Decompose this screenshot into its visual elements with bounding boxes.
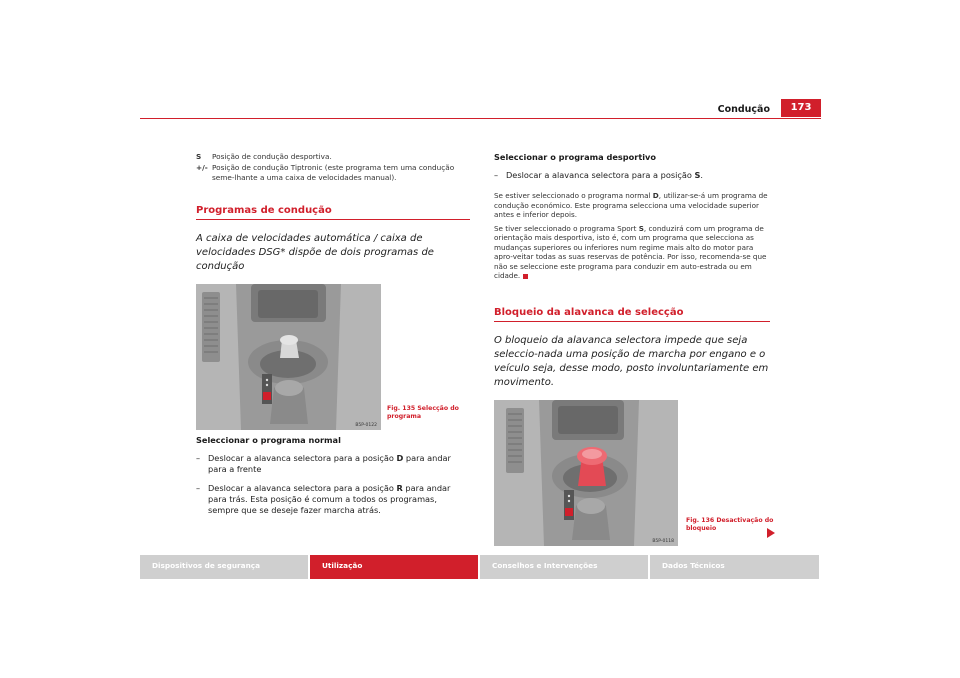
definition-key: +/- bbox=[196, 163, 208, 172]
footer-tab-safety[interactable]: Dispositivos de segurança bbox=[140, 555, 308, 579]
subheading-normal-program: Seleccionar o programa normal bbox=[196, 435, 341, 445]
paragraph-sport-program: Se tiver seleccionado o programa Sport S, conduzirá com um programa de orientação mais desportiva, isto é, com um programa que selecciona as mudanças superiores ou inferiores num regime mais alto do motor para apro-veitar todas as suas reservas de potência. Por isso, recomenda-se que não se seleccione este programa para conduzir em auto-estrada ou em cidade. bbox=[494, 223, 767, 280]
definition-key: S bbox=[196, 152, 202, 161]
section-heading-selector-lock: Bloqueio da alavanca de selecção bbox=[494, 307, 770, 322]
header-rule bbox=[140, 118, 821, 119]
figure-135-gear-selector bbox=[196, 284, 381, 430]
footer-tab-advice[interactable]: Conselhos e Intervenções bbox=[480, 555, 648, 579]
list-dash: – bbox=[494, 170, 499, 180]
section-lead-selector-lock: O bloqueio da alavanca selectora impede que seja seleccio-nada uma posição de marcha por engano e o veículo seja, desse modo, posto involuntariamente em movimento. bbox=[494, 334, 769, 388]
list-item bbox=[494, 170, 770, 181]
list-dash: – bbox=[196, 453, 201, 463]
page-number: 173 bbox=[781, 99, 821, 117]
figure-136-lock-release bbox=[494, 400, 678, 546]
footer-tab-technical-data[interactable]: Dados Técnicos bbox=[650, 555, 819, 579]
page-header-title: Condução bbox=[717, 104, 770, 115]
definition-text: Posição de condução Tiptronic (este programa tem uma condução seme-lhante a uma caixa de velocidades manual). bbox=[212, 163, 455, 182]
figure-135-caption: Fig. 135 Selecção do programa bbox=[387, 405, 459, 420]
step-text: Deslocar a alavanca selectora para a posição R para andar para trás. Esta posição é comum a todos os programas, sempre que se deseje fazer marcha atrás. bbox=[208, 483, 451, 515]
step-text: Deslocar a alavanca selectora para a posição D para andar para a frente bbox=[208, 453, 451, 474]
lock-release-illustration bbox=[494, 400, 678, 546]
subheading-sport-program: Seleccionar o programa desportivo bbox=[494, 152, 657, 162]
definition-row bbox=[196, 163, 470, 183]
list-item bbox=[196, 483, 470, 516]
section-end-marker bbox=[523, 274, 528, 279]
definition-text: Posição de condução desportiva. bbox=[212, 152, 332, 161]
left-column bbox=[196, 152, 470, 516]
figure-code: B5P-0122 bbox=[355, 423, 377, 428]
list-dash: – bbox=[196, 483, 201, 493]
figure-code: B5P-0118 bbox=[652, 538, 674, 544]
footer-navigation bbox=[140, 555, 821, 579]
section-lead-driving-programs: A caixa de velocidades automática / caixa de velocidades DSG* dispõe de dois programas de condução bbox=[196, 233, 434, 272]
next-page-arrow-icon[interactable] bbox=[767, 528, 775, 538]
figure-136-caption: Fig. 136 Desactivação do bloqueio bbox=[686, 517, 774, 532]
step-text: Deslocar a alavanca selectora para a posição S. bbox=[506, 170, 704, 180]
list-item bbox=[196, 453, 470, 475]
right-column bbox=[494, 152, 770, 546]
gear-selector-illustration bbox=[196, 284, 381, 430]
paragraph-normal-program: Se estiver seleccionado o programa normal D, utilizar-se-á um programa de condução económico. Este programa selecciona uma velocidade superior antes e inferior depois. bbox=[494, 191, 768, 219]
definition-row bbox=[196, 152, 470, 162]
footer-tab-operation[interactable]: Utilização bbox=[310, 555, 478, 579]
section-heading-driving-programs: Programas de condução bbox=[196, 205, 470, 220]
